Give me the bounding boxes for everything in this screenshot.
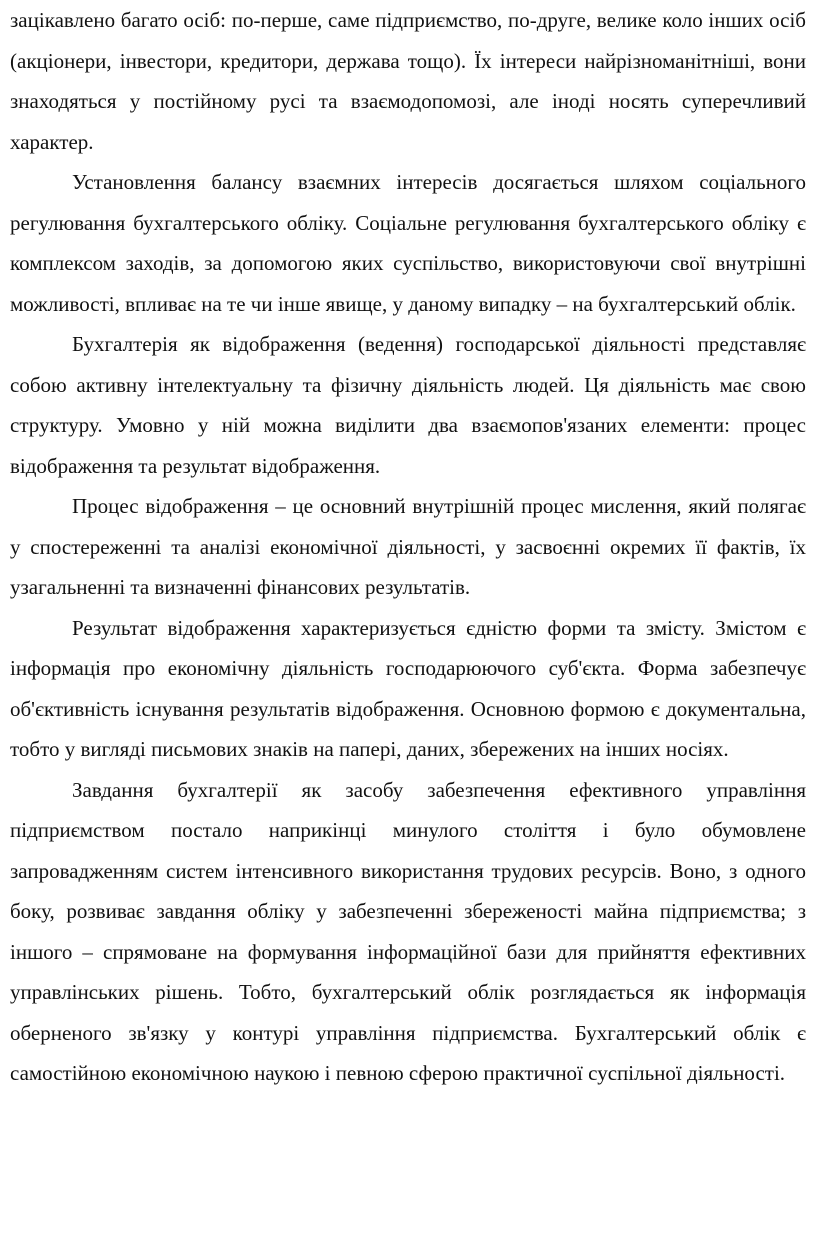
paragraph-reflection-result: Результат відображення характеризується єдністю форми та змісту. Змістом є інформація про економічну діяльність господарюючого суб'єкта. Форма забезпечує об'єктивність існування результатів відображення. Основною формою є документальна, тобто у вигляді письмових знаків на папері, даних, збережених на інших носіях.: [10, 615, 806, 761]
paragraph-reflection-process: Процес відображення – це основний внутрішній процес мислення, який полягає у спостереженні та аналізі економічної діяльності, у засвоєнні окремих її фактів, їх узагальненні та визначенні фінансових результатів.: [10, 494, 806, 599]
paragraph-social-regulation: Установлення балансу взаємних інтересів досягається шляхом соціального регулювання бухгалтерського обліку. Соціальне регулювання бухгалтерського обліку є комплексом заходів, за допомогою яких суспільство, використовуючи свої внутрішні можливості, впливає на те чи інше явище, у даному випадку – на бухгалтерський облік.: [10, 170, 806, 316]
paragraph-accounting-activity: Бухгалтерія як відображення (ведення) господарської діяльності представляє собою активну інтелектуальну та фізичну діяльність людей. Ця діяльність має свою структуру. Умовно у ній можна виділити два взаємопов'язаних елементи: процес відображення та результат відображення.: [10, 332, 806, 478]
paragraph-stakeholders: зацікавлено багато осіб: по-перше, саме підприємство, по-друге, велике коло інших осіб (акціонери, інвестори, кредитори, держава тощо). Їх інтереси найрізноманітніші, вони знаходяться у постійному русі та взаємодопомозі, але іноді носять суперечливий характер.: [10, 8, 806, 154]
paragraph-accounting-task: Завдання бухгалтерії як засобу забезпечення ефективного управління підприємством постало наприкінці минулого століття і було обумовлене запровадженням систем інтенсивного використання трудових ресурсів. Воно, з одного боку, розвиває завдання обліку у забезпеченні збереженості майна підприємства; з іншого – спрямоване на формування інформаційної бази для прийняття ефективних управлінських рішень. Тобто, бухгалтерський облік розглядається як інформація оберненого зв'язку у контурі управління підприємства. Бухгалтерський облік є самостійною економічною наукою і певною сферою практичної суспільної діяльності.: [10, 777, 806, 1085]
